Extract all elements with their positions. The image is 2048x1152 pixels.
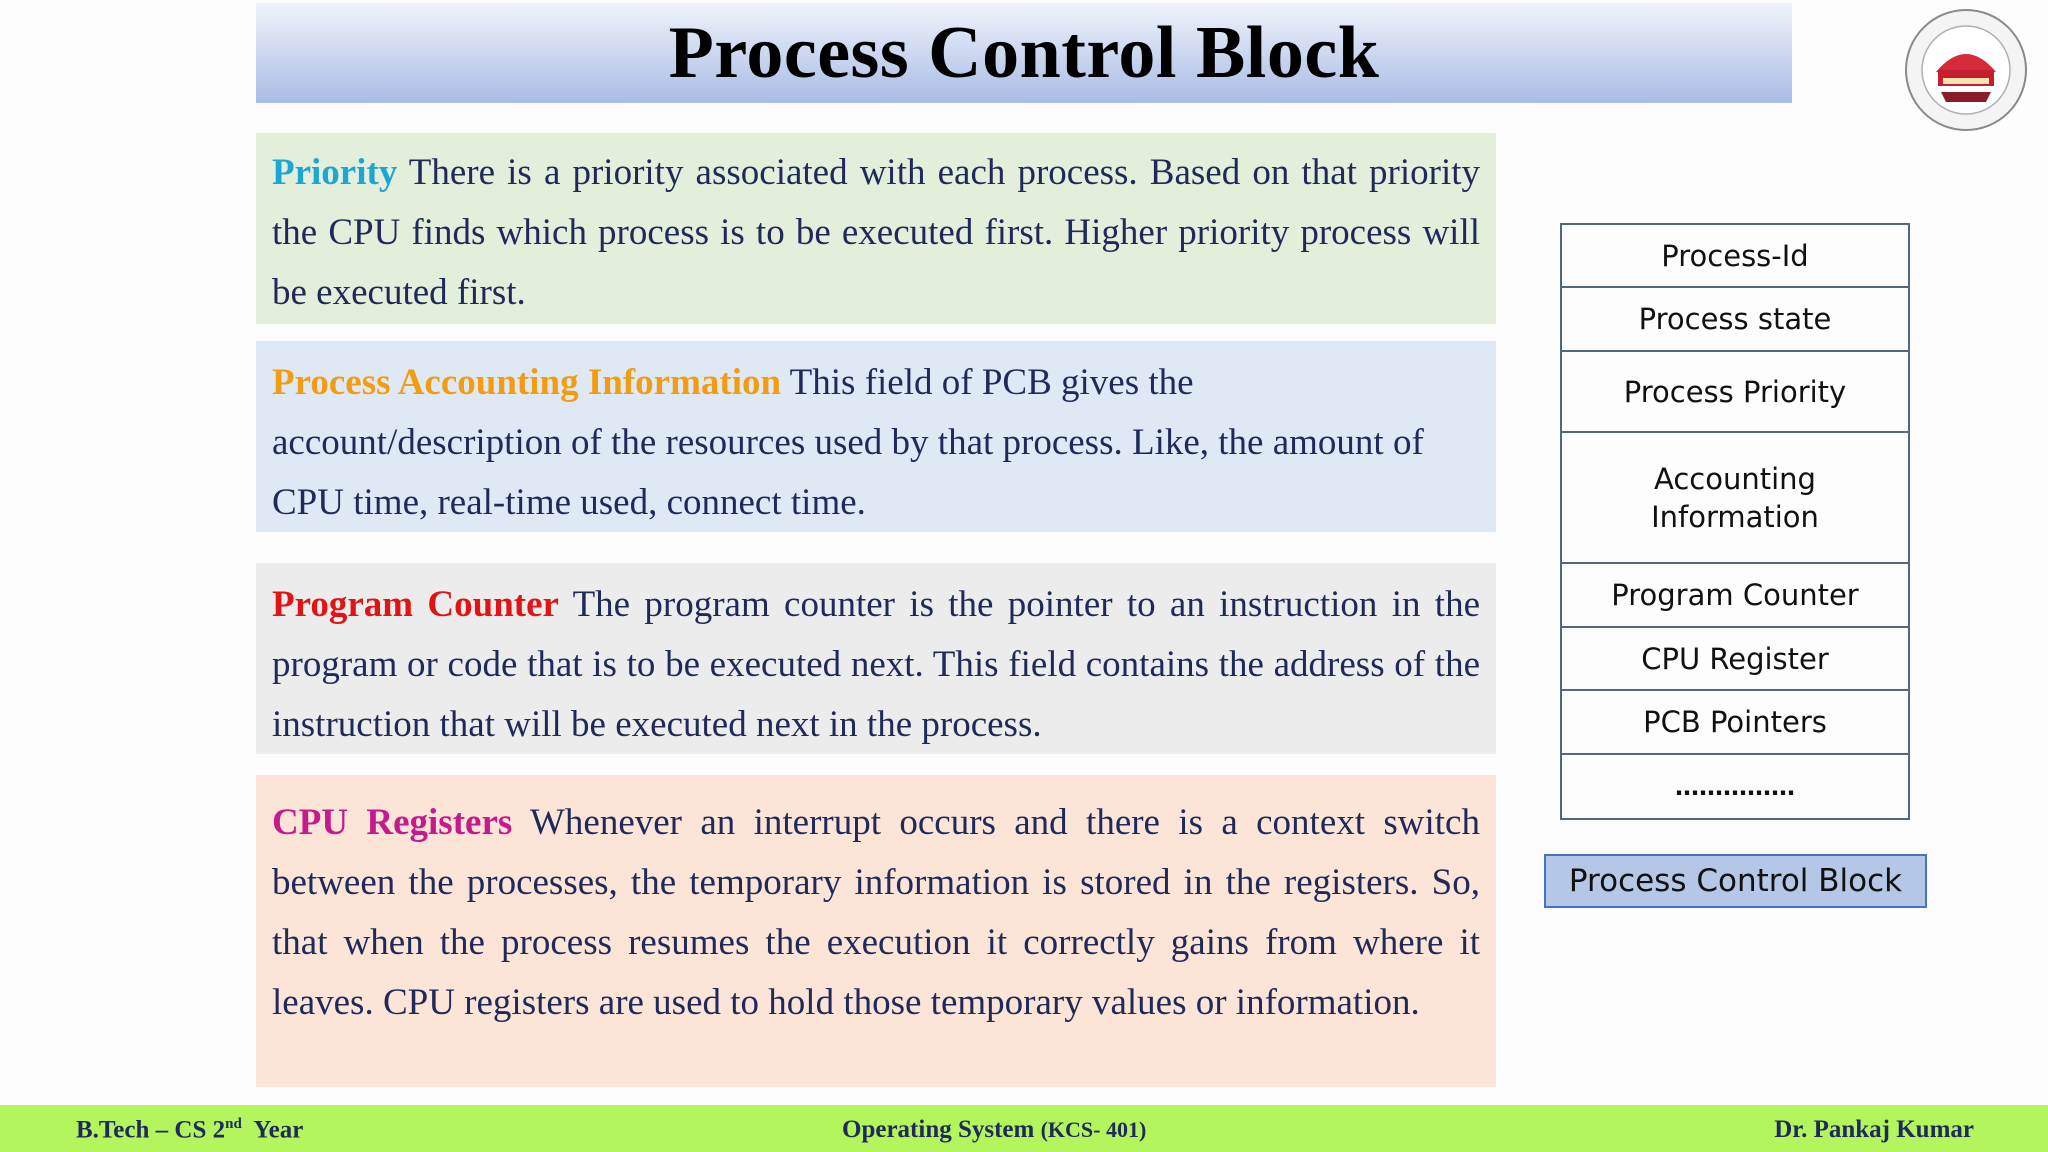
pcb-row-process-id: Process-Id bbox=[1562, 225, 1908, 288]
section-text: The program counter is the pointer to an instruction in the program or code that is to be executed next. This field contains the address of the instruction that will be executed next in the process. bbox=[272, 584, 1480, 745]
section-text: There is a priority associated with each process. Based on that priority the CPU finds which process is to be executed first. Higher priority process will be executed first. bbox=[272, 152, 1480, 313]
section-accounting-information bbox=[256, 341, 1496, 532]
college-emblem-icon bbox=[1893, 6, 2039, 134]
footer-course-name: Operating System bbox=[842, 1116, 1035, 1143]
pcb-row-program-counter: Program Counter bbox=[1562, 564, 1908, 628]
pcb-row-process-state: Process state bbox=[1562, 288, 1908, 352]
footer-class-prefix: B.Tech – CS 2 bbox=[76, 1116, 226, 1144]
footer-class bbox=[76, 1116, 303, 1144]
section-priority bbox=[256, 133, 1496, 324]
footer-class-suffix: Year bbox=[241, 1116, 304, 1144]
section-program-counter bbox=[256, 563, 1496, 754]
section-cpu-registers bbox=[256, 775, 1496, 1087]
section-heading: Priority bbox=[272, 152, 398, 193]
title-bar bbox=[256, 3, 1792, 103]
pcb-row-process-priority: Process Priority bbox=[1562, 352, 1908, 433]
page-title: Process Control Block bbox=[668, 11, 1380, 94]
section-heading: CPU Registers bbox=[272, 802, 513, 843]
pcb-table bbox=[1560, 223, 1910, 820]
footer-author: Dr. Pankaj Kumar bbox=[1774, 1116, 1974, 1143]
footer-course-code: (KCS- 401) bbox=[1040, 1117, 1147, 1142]
pcb-row-pcb-pointers: PCB Pointers bbox=[1562, 691, 1908, 755]
section-heading: Process Accounting Information bbox=[272, 362, 782, 403]
section-text: This field of PCB gives the account/description of the resources used by that process. Like, the amount of CPU time, real-time used, connect time. bbox=[272, 362, 1424, 523]
pcb-row-accounting-information: Accounting Information bbox=[1562, 433, 1908, 564]
pcb-row-cpu-register: CPU Register bbox=[1562, 628, 1908, 691]
footer-class-sup: nd bbox=[225, 1116, 242, 1132]
pcb-caption: Process Control Block bbox=[1544, 854, 1927, 908]
pcb-row-ellipsis: …………… bbox=[1675, 772, 1795, 801]
section-text: Whenever an interrupt occurs and there is a context switch between the processes, the temporary information is stored in the registers. So, that when the process resumes the execution it correctly gains from where it leaves. CPU registers are used to hold those temporary values or information. bbox=[272, 802, 1480, 1023]
section-heading: Program Counter bbox=[272, 584, 559, 625]
footer-course bbox=[842, 1116, 1146, 1144]
footer bbox=[0, 1105, 2048, 1152]
